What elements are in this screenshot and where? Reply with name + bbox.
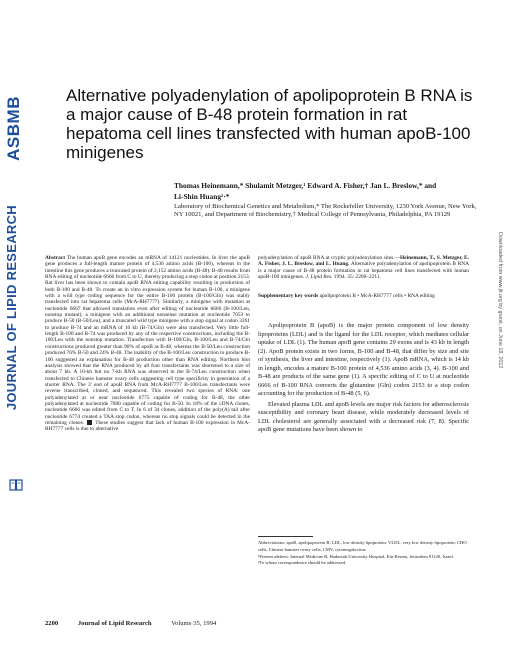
journal-sidebar	[4, 205, 28, 415]
footnote-2: ²To whom correspondence should be addressed.	[258, 560, 347, 566]
body-paragraph-2: Elevated plasma LDL and apoB levels are major risk factors for atherosclerosis susceptibility and coronary heart disease, while moderately decreased levels of LDL cholesterol are generally associated with a decreased risk (7, 8). Specific apoB gene mutations have been shown to	[258, 400, 469, 433]
citation-lead: polyadenylation of apoB RNA at cryptic polyadenylation sites.—	[258, 255, 400, 261]
footnote-1: ¹Present address: Internal Medicine B, Hadassah University Hospital, Ein-Kerem, Jerusalem 91120, Israel.	[258, 553, 454, 559]
journal-name-vertical: JOURNAL OF LIPID RESEARCH	[4, 205, 19, 411]
download-stamp: Downloaded from www.jlr.org by guest, on June 18, 2012	[497, 232, 503, 369]
footnote-abbreviations: Abbreviations: apoB, apolipoprotein B; LDL, low density lipoprotein; VLDL, very low density lipoprotein; CHO cells, Chinese hamster ovary cells; CMV, cytomegalovirus.	[258, 540, 467, 552]
citation-journal: J. Lipid Res.	[305, 274, 333, 281]
book-icon	[9, 478, 23, 492]
abstract	[45, 255, 250, 433]
abstract-text-end: These studies suggest that lack of human B-100 expression in McA-RH7777 cells is due to alternative	[45, 419, 250, 433]
asbmb-logo-text: ASBMB	[4, 96, 23, 161]
footer-volume: Volume 35, 1994	[171, 620, 217, 627]
abstract-text: The human apoB gene encodes an mRNA of 14121 nucleotides. In liver the apoB gene produces a full-length mature protein of 4,536 amino acids (B-100), whereas in the intestine this gene produces a truncated protein of 2,152 amino acids (B-48). B-48 results from RNA editing of nucleotide 6666 from C to U, thereby producing a stop codon at position 2153. Rat liver has been shown to contain apoB RNA editing capability resulting in production of both B-100 and B-48. To create an in vitro expression system for human B-100, a minigene with a wild type coding sequence for the entire B-100 protein (B-100/Gln) was stably transfected into rat hepatoma cells (McA-RH7777). Similarly, a minigene with mutation at nucleotide 6667 that allowed translation even after editing of nucleotide 6666 (B-100/Leu, nonstop mutant), a minigene with an additional nonsense mutation at nucleotide 7053 to produce B-50 (B-50/Leu), and a truncated wild type minigene with a stop signal at codon 3261 to produce B-74 and an mRNA of 10 kb (B-74/Gln) were also transfected. Very little full-length B-100 and B-74 was produced by any of the respective constructions, including the B-100/Leu with the nonstop mutation. Transfection with B-100/Gln, B-100/Leu and B-74/Gln constructions produced greater than 90% of apoB as B-48, whereas the B-50/Leu construction produced 76% B-50 and 24% B-48. The inability of the B-100/Leu construction to produce B-100 suggested an explanation for B-48 production other than RNA editing. Northern blot analysis showed that the RNA produced by all four transfectants was shortened to a size of about 7 kb. A 10-kb but no 7-kb RNA was observed in the B-74/Leu construction when transfected to Chinese hamster ovary cells suggesting cell type specificity in generation of a shorter RNA. The 3' end of apoB RNA from McA-RH7777 B-100/Leu transfectants were reverse transcribed, cloned, and sequenced. This revealed two species of RNA: one polyadenylated at or near nucleotide 6775 capable of coding for B-48, the other polyadenylated at nucleotide 7080 capable of coding for B-50. In 18% of the cDNA clones, nucleotide 6666 was edited from C to T. In 6 of 34 clones, addition of the poly(A) tail after nucleotide 6774 created a TAA stop codon, whereas no stop signals could be detected in the remaining clones.	[45, 255, 250, 426]
author-list	[174, 180, 474, 202]
authors-line-1: Thomas Heinemann,* Shulamit Metzger,¹ Edward A. Fisher,† Jan L. Breslow,* and	[174, 181, 437, 190]
citation-ref: 1994. 35: 2200–2211.	[333, 274, 381, 281]
highlight-marker-icon	[87, 420, 92, 425]
body-paragraph-1: Apolipoprotein B (apoB) is the major protein component of low density lipoproteins (LDL) and is the ligand for the LDL receptor, which mediates cellular uptake of LDL (1). The human apoB gene contains 29 exons and is 43 kb in length (2). ApoB protein exists in two forms, B-100 and B-48, that differ by size and site of synthesis, the liver and intestine, respectively (1). ApoB mRNA, which is 14 kb in length, encodes a mature B-100 protein of 4,536 amino acids (3, 4). B-100 and B-48 are products of the same gene (1). A specific editing of C to U at nucleotide 6666 of B-100 RNA converts the glutamine (Gln) codon 2153 to a stop codon accounting for the production of B-48 (5, 6).	[258, 322, 469, 397]
abstract-label: Abstract	[45, 255, 66, 261]
body-text	[258, 322, 469, 437]
footnote-divider	[258, 536, 313, 537]
footnotes	[258, 540, 469, 567]
authors-line-2: Li-Shin Huang²·*	[174, 192, 230, 201]
affiliations: Laboratory of Biochemical Genetics and Metabolism,* The Rockefeller University, 1230 York Avenue, New York, NY 10021, and Department of Biochemistry,† Medical College of Pennsylvania, Philadelphia, PA 19129	[174, 203, 477, 219]
citation	[258, 255, 469, 280]
keywords-label: Supplementary key words	[258, 293, 319, 299]
page-number: 2200	[45, 620, 59, 627]
keywords-text: apolipoprotein B • McA-RH7777 cells • RNA editing	[319, 293, 435, 299]
keywords	[258, 293, 469, 299]
citation-authors: Heinemann, T., S. Metzger, E. A. Fisher, J. L. Breslow, and L. Huang.	[258, 255, 470, 268]
footer-journal: Journal of Lipid Research	[77, 620, 152, 627]
citation-title: Alternative polyadenylation of apolipoprotein B RNA is a major cause of B-48 protein formation in rat hepatoma cell lines transfected with human apoB-100 minigenes.	[258, 261, 470, 281]
article-title: Alternative polyadenylation of apolipoprotein B RNA is a major cause of B-48 protein formation in rat hepatoma cell lines transfected with human apoB-100 minigenes	[66, 86, 473, 162]
asbmb-logo	[4, 96, 28, 166]
page-footer	[45, 620, 465, 627]
